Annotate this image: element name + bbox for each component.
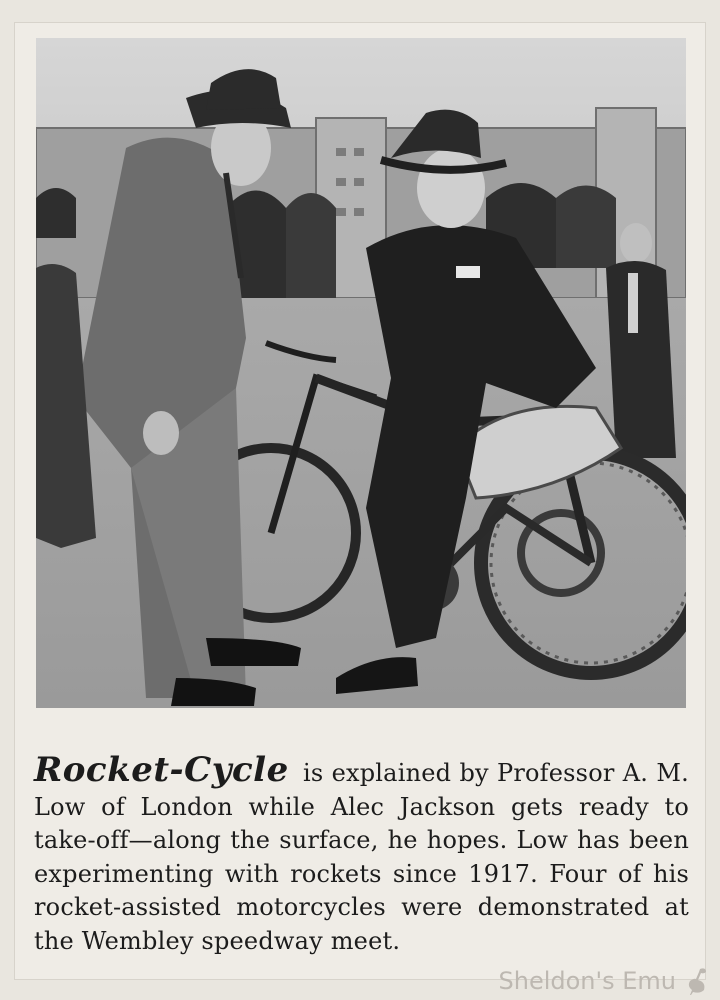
emu-icon	[684, 966, 710, 996]
watermark	[499, 966, 711, 996]
caption-lead: Rocket-Cycle	[34, 750, 289, 790]
photo-illustration	[36, 38, 686, 708]
watermark-text: Sheldon's Emu	[498, 967, 676, 995]
magazine-page	[14, 22, 706, 980]
caption-body: is explained by Professor A. M. Low of London while Alec Jackson gets ready to take-off—along the surface, he hopes. Low has been experimenting with rockets since 1917. Four of his rocket-assisted motorcycles were demonstrated at the Wembley speedway meet.	[34, 759, 689, 955]
caption	[34, 750, 689, 958]
photo	[36, 38, 686, 708]
